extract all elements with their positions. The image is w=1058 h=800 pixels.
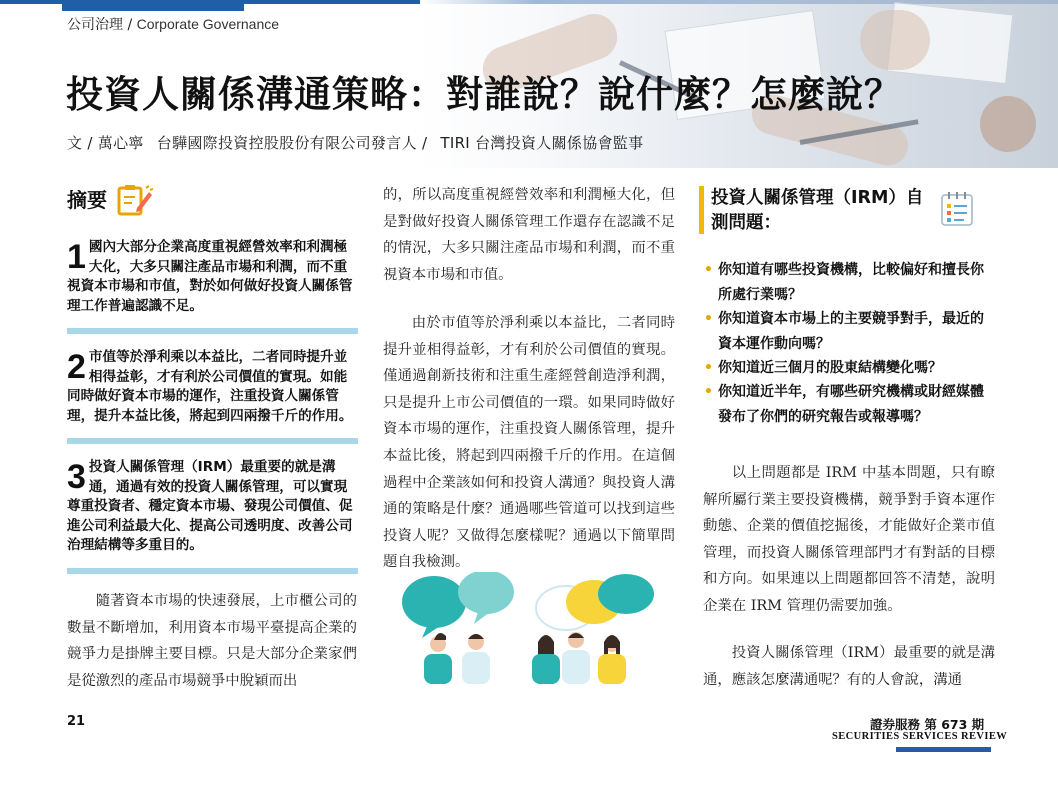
abstract-item-3	[67, 458, 357, 556]
list-item: • 你知道有哪些投資機構，比較偏好和擅長你所處行業嗎？	[703, 258, 996, 308]
col3-paragraph-2: 投資人關係管理（IRM）最重要的就是溝通，應該怎麼溝通呢？有的人會說，溝通	[703, 645, 995, 688]
abstract-item-text: 投資人關係管理（IRM）最重要的就是溝通，通過有效的投資人關係管理，可以實現尊重投資者、穩定資本市場、發現公司價值、促進公司利益最大化、提高公司透明度、改善公司治理結構等多重目的。	[67, 459, 353, 553]
clipboard-pencil-icon	[115, 180, 153, 218]
article-title: 投資人關係溝通策略：對誰說？說什麼？怎麼說？	[66, 72, 902, 116]
list-item: • 你知道近三個月的股東結構變化嗎？	[703, 356, 996, 381]
page-number: 21	[67, 714, 86, 729]
col2-paragraph-2: 由於市值等於淨利乘以本益比，二者同時提升並相得益彰，才有利於公司價值的實現。僅通過創新技術和注重生產經營創造淨利潤，只是提升上市公司價值的一環。如果同時做好資本市場的運作，注重投資人關係管理，提升本益比後，將起到四兩撥千斤的作用。在這個過程中企業該如何和投資人溝通？與投資人溝通的策略是什麼？通過哪些管道可以找到這些投資人呢？又做得怎麼樣呢？通過以下簡單問題自我檢測。	[383, 315, 675, 571]
self-test-question-list	[703, 258, 996, 429]
abstract-divider	[67, 328, 358, 334]
irm-box-title: 投資人關係管理（IRM）自測問題：	[711, 188, 924, 233]
checklist-icon	[940, 190, 974, 226]
col1-paragraph: 隨著資本市場的快速發展，上市櫃公司的數量不斷增加，利用資本市場平臺提高企業的競爭力是掛牌主要目標。只是大部分企業家們是從激烈的產品市場競爭中脫穎而出	[67, 593, 357, 689]
section-label-en: Corporate Governance	[136, 16, 280, 32]
section-color-bar	[62, 3, 244, 11]
section-label-zh: 公司治理 /	[67, 17, 137, 33]
byline-author: 文 / 萬心寧	[67, 134, 144, 152]
list-item: • 你知道近半年，有哪些研究機構或財經媒體發布了你們的研究報告或報導嗎？	[703, 380, 996, 430]
abstract-item-number: 3	[67, 458, 86, 496]
footer-color-bar	[896, 747, 991, 752]
abstract-divider	[67, 438, 358, 444]
abstract-divider	[67, 568, 358, 574]
byline	[67, 132, 651, 153]
byline-role-association: TIRI 台灣投資人關係協會監事	[440, 134, 644, 152]
abstract-item-2	[67, 348, 357, 426]
irm-box-accent-bar	[699, 186, 704, 234]
byline-role-company: 台驊國際投資控股股份有限公司發言人 /	[156, 134, 428, 152]
section-label	[67, 14, 279, 34]
journal-name: SECURITIES SERVICES REVIEW	[832, 731, 1008, 742]
col2-paragraph-1: 的，所以高度重視經營效率和利潤極大化，但是對做好投資人關係管理工作還存在認識不足的情況，大多只關注產品市場和利潤，而不重視資本市場和市值。	[383, 187, 675, 283]
people-talking-illustration	[398, 572, 660, 684]
issue-label: 證券服務 第 673 期	[870, 717, 985, 732]
list-item: • 你知道資本市場上的主要競爭對手，最近的資本運作動向嗎？	[703, 307, 996, 357]
abstract-item-number: 1	[67, 238, 86, 276]
abstract-item-number: 2	[67, 348, 86, 386]
abstract-item-text: 市值等於淨利乘以本益比，二者同時提升並相得益彰，才有利於公司價值的實現。如能同時做好資本市場的運作，注重投資人關係管理，提升本益比後，將起到四兩撥千斤的作用。	[67, 349, 353, 424]
abstract-item-text: 國內大部分企業高度重視經營效率和利潤極大化，大多只關注產品市場和利潤，而不重視資本市場和市值，對於如何做好投資人關係管理工作普遍認識不足。	[67, 239, 353, 314]
abstract-heading: 摘要	[67, 188, 107, 212]
col3-paragraph-1: 以上問題都是 IRM 中基本問題，只有瞭解所屬行業主要投資機構，競爭對手資本運作動態、企業的價值挖掘後，才能做好企業市值管理，而投資人關係管理部門才有對話的目標和方向。如果連以上問題都回答不清楚，說明企業在 IRM 管理仍需要加強。	[703, 465, 995, 614]
abstract-item-1	[67, 238, 357, 316]
